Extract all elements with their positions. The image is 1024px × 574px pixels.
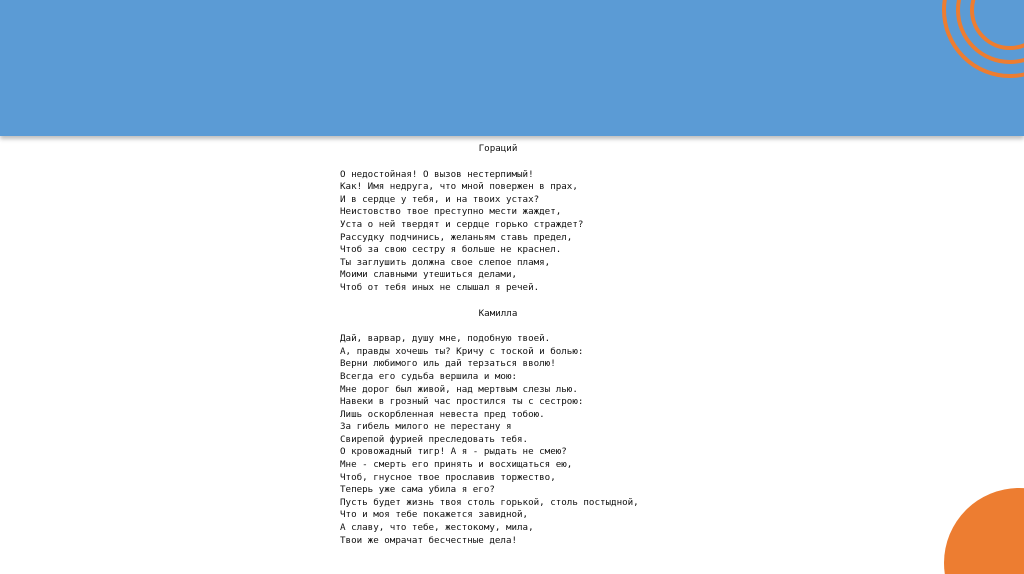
verse-line: Неистовство твое преступно мести жаждет, — [340, 206, 562, 218]
verse-line: Теперь уже сама убила я его? — [340, 484, 495, 496]
verse-line: Мне - смерть его принять и восхищаться ею, — [340, 459, 573, 471]
verse-line: Чтоб от тебя иных не слышал я речей. — [340, 281, 540, 293]
verse-line: Что и моя тебе покажется завидной, — [340, 509, 529, 521]
verse-line: Твои же омрачат бесчестные дела! — [340, 534, 518, 546]
verse-line: Пусть будет жизнь твоя столь горькой, столь постыдной, — [340, 496, 639, 508]
verse-line: Ты заглушить должна свое слепое пламя, — [340, 256, 551, 268]
verse-line: Лишь оскорбленная невеста пред тобою. — [340, 408, 545, 420]
verse-line: Чтоб, гнусное твое прославив торжество, — [340, 471, 556, 483]
speaker-name: Камилла — [478, 307, 518, 319]
speech-horace — [340, 169, 700, 295]
verse-line: Свирепой фурией преследовать тебя. — [340, 433, 529, 445]
verse-line: Как! Имя недруга, что мной повержен в прах, — [340, 181, 578, 193]
speech-camilla — [340, 333, 700, 547]
verse-line: О кровожадный тигр! А я - рыдать не смею? — [340, 446, 567, 458]
verse-line: И в сердце у тебя, и на твоих устах? — [340, 193, 540, 205]
poem-text — [340, 143, 700, 547]
concentric-arcs-decoration — [940, 0, 1024, 80]
verse-line: Рассудку подчинись, желаньям ставь предел, — [340, 231, 573, 243]
verse-line: Всегда его судьба вершила и мою: — [340, 370, 518, 382]
verse-line: Верни любимого иль дай терзаться вволю! — [340, 358, 556, 370]
speaker-name: Гораций — [478, 143, 518, 154]
verse-line: А славу, что тебе, жестокому, мила, — [340, 522, 534, 534]
verse-line: А, правды хочешь ты? Кричу с тоской и болью: — [340, 345, 584, 357]
header-band — [0, 0, 1024, 136]
verse-line: Навеки в грозный час простился ты с сестрою: — [340, 396, 584, 408]
verse-line: За гибель милого не перестану я — [340, 421, 512, 433]
orange-circle-decoration — [944, 488, 1024, 574]
verse-line: О недостойная! О вызов нестерпимый! — [340, 168, 534, 180]
verse-line: Дай, варвар, душу мне, подобную твоей. — [340, 333, 551, 345]
verse-line: Уста о ней твердят и сердце горько страждет? — [340, 218, 584, 230]
verse-line: Чтоб за свою сестру я больше не краснел. — [340, 244, 562, 256]
verse-line: Моими славными утешиться делами, — [340, 269, 518, 281]
verse-line: Мне дорог был живой, над мертвым слезы лью. — [340, 383, 578, 395]
